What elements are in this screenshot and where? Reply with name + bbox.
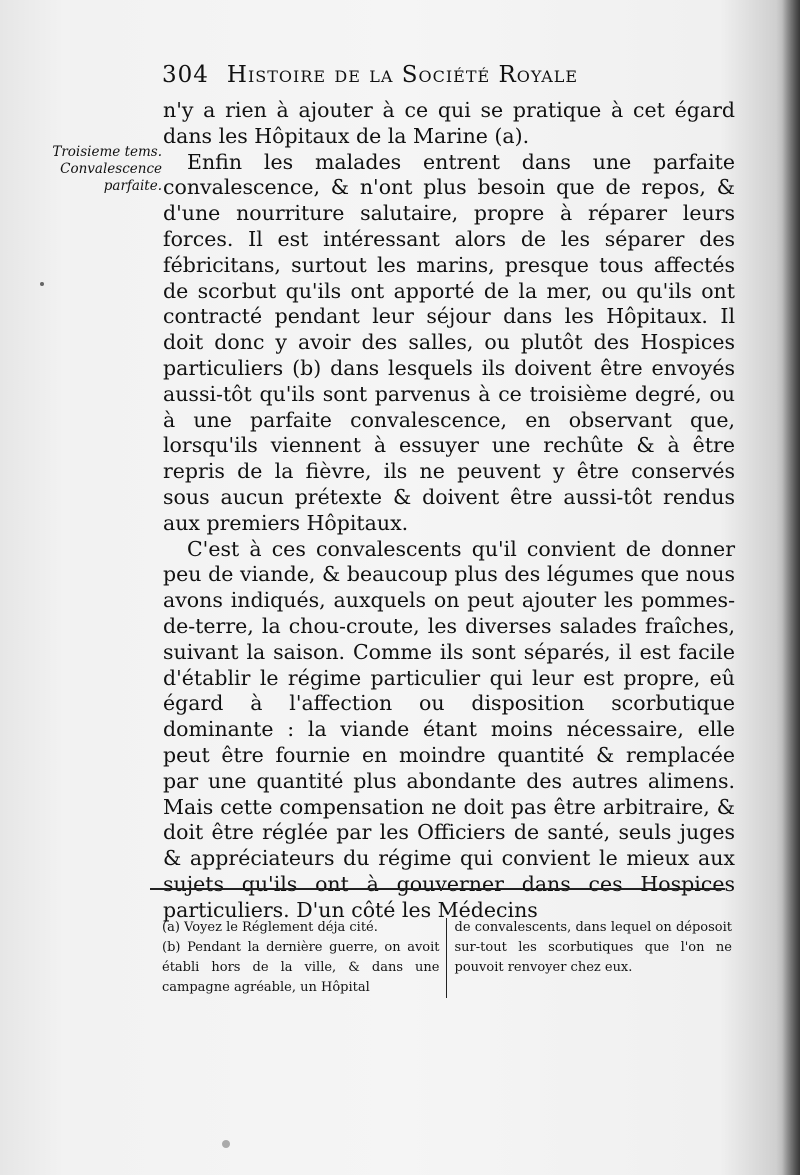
paragraph: Enfin les malades entrent dans une parfaite convalescence, & n'ont plus besoin que de repos, & d'une nourriture salutaire, propre à réparer leurs forces. Il est intéressant alors de les séparer des fébricitans, surtout les marins, presque tous affectés de scorbut qu'ils ont apporté de la mer, ou qu'ils ont contracté pendant leur séjour dans les Hôpitaux. Il doit donc y avoir des salles, ou plutôt des Hospices particuliers (b) dans lesquels ils doivent être envoyés aussi-tôt qu'ils sont parvenus à ce troisième degré, ou à une parfaite convalescence, en observant que, lorsqu'ils viennent à essuyer une rechûte & à être repris de la fièvre, ils ne peuvent y être conservés sous aucun prétexte & doivent être aussi-tôt rendus aux premiers Hôpitaux.	[163, 149, 735, 535]
footnote-a: (a) Voyez le Réglement déja cité.	[162, 920, 378, 935]
footnote-column-right	[447, 918, 733, 998]
footnote-column-left	[162, 918, 447, 998]
margin-note-line: Convalescence	[60, 161, 162, 177]
margin-note	[44, 144, 162, 195]
paragraph-continued: n'y a rien à ajouter à ce qui se pratique à cet égard dans les Hôpitaux de la Marine (a).	[163, 98, 735, 148]
running-header	[162, 62, 732, 90]
footnote-b: (b) Pendant la dernière guerre, on avoit établi hors de la ville, & dans une campagne agréable, un Hôpital	[162, 940, 440, 995]
running-title: Histoire de la Société Royale	[226, 62, 579, 88]
margin-note-line: Troisieme tems.	[52, 144, 162, 160]
footnote-b-continued: de convalescents, dans lequel on déposoit sur-tout les scorbutiques que l'on ne pouvoit renvoyer chez eux.	[454, 920, 732, 975]
paper-speck	[40, 282, 44, 286]
paper-speck	[222, 1140, 230, 1148]
margin-note-line: parfaite.	[103, 178, 162, 194]
book-spine-shadow	[782, 0, 800, 1175]
paragraph: C'est à ces convalescents qu'il convient de donner peu de viande, & beaucoup plus des légumes que nous avons indiqués, auxquels on peut ajouter les pommes-de-terre, la chou-croute, les diverses salades fraîches, suivant la saison. Comme ils sont séparés, il est facile d'établir le régime particulier qui leur est propre, eû égard à l'affection ou disposition scorbutique dominante : la viande étant moins nécessaire, elle peut être fournie en moindre quantité & remplacée par une quantité plus abondante des autres alimens. Mais cette compensation ne doit pas être arbitraire, & doit être réglée par les Officiers de santé, seuls juges & appréciateurs du régime qui convient le mieux aux sujets qu'ils ont à gouverner dans ces Hospices particuliers. D'un côté les Médecins	[163, 536, 735, 922]
page-number: 304	[162, 62, 209, 88]
footnote-rule	[150, 888, 725, 890]
footnotes	[162, 918, 732, 998]
main-text	[163, 98, 735, 924]
